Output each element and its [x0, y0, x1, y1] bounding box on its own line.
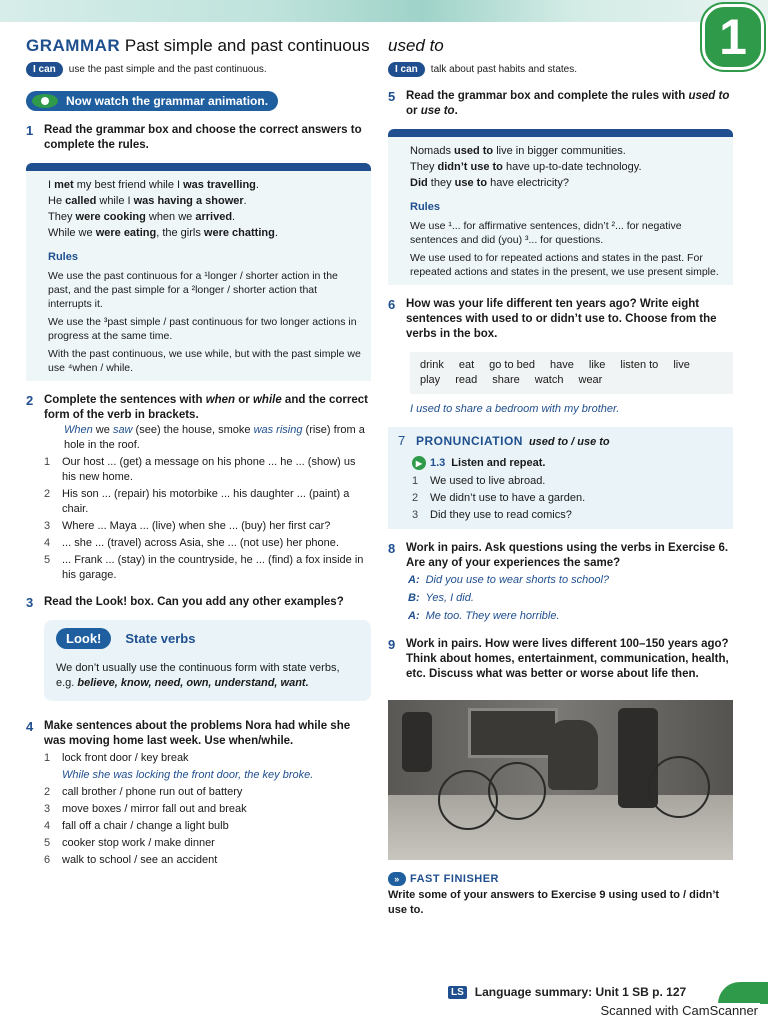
top-color-band — [0, 0, 768, 22]
dialog — [388, 571, 733, 625]
grammar-sentence: They didn’t use to have up-to-date technology. — [410, 161, 642, 173]
exercise-number: 6 — [388, 297, 396, 312]
dialog-line: B: Yes, I did. — [408, 592, 474, 604]
verb-item: read — [455, 374, 478, 386]
rule-2: We use the ³past simple / past continuous for two longer actions in progress at the same time. — [48, 316, 357, 342]
exercise-2 — [26, 393, 371, 423]
exercise-number: 7 — [398, 433, 406, 448]
title-text: Past simple and past continuous — [124, 36, 370, 55]
watch-label: Now watch the grammar animation. — [66, 94, 269, 108]
audio-button[interactable] — [412, 456, 723, 470]
grammar-sentence: I met my best friend while I was travelling. — [48, 179, 259, 191]
list-item: 4 fall off a chair / change a light bulb — [44, 820, 229, 832]
rule-2: We use used to for repeated actions and states in the past. For repeated actions and states in the present, we use present simple. — [410, 252, 719, 278]
grammar-sentence: They were cooking when we arrived. — [48, 211, 236, 223]
exercise-number: 1 — [26, 123, 34, 138]
exercise-9 — [388, 637, 733, 682]
list-item: 2 His son ... (repair) his motorbike ... his daughter ... (paint) a chair. — [44, 488, 350, 515]
fast-forward-icon: » — [388, 872, 406, 886]
example-sentence: I used to share a bedroom with my brother. — [410, 403, 620, 415]
exercise-5 — [388, 89, 733, 119]
verb-item: live — [673, 359, 690, 371]
exercise-2-items — [26, 455, 371, 583]
pronunciation-subheading: used to / use to — [528, 436, 610, 448]
scanner-watermark: Scanned with CamScanner — [600, 1003, 758, 1018]
grammar-label: GRAMMAR — [26, 36, 121, 55]
exercise-instruction: Read the Look! box. Can you add any other examples? — [44, 596, 344, 608]
exercise-number: 8 — [388, 541, 396, 556]
section-title — [26, 36, 371, 56]
pronunciation-header — [398, 433, 723, 448]
rule-1: We use the past continuous for a ¹longer / shorter action in the past, and the past simple for a ²longer / shorter action that interrupts it. — [48, 270, 338, 310]
pronunciation-box — [388, 427, 733, 529]
exercise-number: 9 — [388, 637, 396, 652]
list-item: 5 cooker stop work / make dinner — [44, 837, 215, 849]
example-sentence: When we saw (see) the house, smoke was rising (rise) from a hole in the roof. — [64, 424, 365, 451]
exercise-number: 2 — [26, 393, 34, 408]
exercise-4-items — [26, 751, 371, 868]
grammar-sentences — [48, 177, 361, 241]
language-summary-icon: LS — [448, 986, 467, 999]
language-summary-link[interactable] — [448, 985, 686, 999]
left-column — [26, 30, 371, 868]
grammar-sentences — [410, 143, 723, 191]
grammar-sentence: Did they use to have electricity? — [410, 177, 569, 189]
ican-row — [26, 62, 371, 77]
list-item: 1 We used to live abroad. — [412, 475, 546, 487]
grammar-box — [388, 129, 733, 285]
verb-item: listen to — [620, 359, 659, 371]
verb-box — [410, 352, 733, 394]
verb-item: share — [492, 374, 520, 386]
exercise-instruction: Read the grammar box and complete the rules with used to or use to. — [406, 90, 730, 117]
list-item: 4 ... she ... (travel) across Asia, she ... (not use) her phone. — [44, 537, 339, 549]
eye-icon — [32, 94, 58, 108]
exercise-instruction: Complete the sentences with when or while and the correct form of the verb in brackets. — [44, 394, 369, 421]
ican-pill: I can — [26, 62, 63, 77]
ican-row — [388, 62, 733, 77]
exercise-instruction: Make sentences about the problems Nora had while she was moving home last week. Use when/while. — [44, 720, 351, 747]
grammar-sentence: He called while I was having a shower. — [48, 195, 247, 207]
exercise-instruction: Read the grammar box and choose the correct answers to complete the rules. — [44, 124, 362, 151]
pronunciation-heading: PRONUNCIATION — [416, 434, 523, 448]
verb-item: like — [588, 359, 606, 371]
exercise-number: 5 — [388, 89, 396, 104]
section-title: used to — [388, 36, 444, 55]
exercise-3 — [26, 595, 371, 610]
pronunciation-items — [398, 474, 723, 523]
verb-item: go to bed — [489, 359, 536, 371]
exercise-number: 3 — [26, 595, 34, 610]
fast-finisher-header — [388, 872, 733, 886]
exercise-number: 4 — [26, 719, 34, 734]
list-item: 1 lock front door / key break — [44, 752, 189, 764]
footer-text: Language summary: Unit 1 SB p. 127 — [474, 985, 687, 999]
grammar-sentence: Nomads used to live in bigger communities. — [410, 145, 626, 157]
list-item: 3 Did they use to read comics? — [412, 509, 572, 521]
rule-3: With the past continuous, we use while, but with the past simple we use ⁴when / while. — [48, 348, 361, 374]
dialog-line: A: Did you use to wear shorts to school? — [408, 574, 610, 586]
verb-item: wear — [578, 374, 603, 386]
verb-item: play — [420, 374, 441, 386]
audio-play-icon: ▶ — [412, 456, 426, 470]
right-column — [388, 30, 733, 918]
verb-item: eat — [458, 359, 475, 371]
exercise-instruction: How was your life different ten years ago? Write eight sentences with used to or didn’t use to. Choose from the verbs in the box. — [406, 298, 717, 340]
list-item: 1 Our host ... (get) a message on his phone ... he ... (show) us his new home. — [44, 456, 356, 483]
grammar-box — [26, 163, 371, 381]
unit-number: 1 — [719, 9, 747, 65]
list-item: 3 move boxes / mirror fall out and break — [44, 803, 247, 815]
audio-text: Listen and repeat. — [451, 457, 546, 469]
fast-finisher-heading: FAST FINISHER — [410, 873, 500, 885]
list-item: 5 ... Frank ... (stay) in the countryside, he ... (find) a fox inside in his garage. — [44, 554, 364, 581]
exercise-4 — [26, 719, 371, 749]
dialog-line: A: Me too. They were horrible. — [408, 610, 560, 622]
grammar-sentence: While we were eating, the girls were chatting. — [48, 227, 278, 239]
fast-finisher-text: Write some of your answers to Exercise 9 using used to / didn’t use to. — [388, 889, 720, 916]
verb-item: watch — [534, 374, 564, 386]
historic-photo — [388, 700, 733, 860]
list-item: 2 We didn’t use to have a garden. — [412, 492, 586, 504]
exercise-6 — [388, 297, 733, 342]
rules-heading: Rules — [48, 251, 78, 263]
ican-pill: I can — [388, 62, 425, 77]
rules-heading: Rules — [410, 201, 440, 213]
verb-item: drink — [420, 359, 444, 371]
rule-1: We use ¹... for affirmative sentences, didn’t ²... for negative sentences and did (you) ³... for questions. — [410, 220, 682, 246]
look-pill: Look! — [56, 628, 111, 649]
list-item: 3 Where ... Maya ... (live) when she ... (buy) her first car? — [44, 520, 331, 532]
verb-item: have — [550, 359, 574, 371]
corner-decoration — [718, 982, 768, 1004]
exercise-instruction: Work in pairs. How were lives different 100–150 years ago? Think about homes, entertainment, communication, health, etc. Discuss what was better or worse about life then. — [406, 638, 729, 680]
ican-text: use the past simple and the past continuous. — [68, 64, 267, 75]
look-title: State verbs — [125, 631, 196, 646]
watch-animation-button[interactable] — [26, 91, 278, 111]
ican-text: talk about past habits and states. — [430, 64, 578, 75]
exercise-instruction: Work in pairs. Ask questions using the verbs in Exercise 6. Are any of your experiences the same? — [406, 542, 729, 569]
exercise-1 — [26, 123, 371, 153]
look-header — [56, 628, 359, 649]
audio-track: 1.3 — [430, 457, 446, 469]
list-item: While she was locking the front door, the key broke. — [62, 769, 314, 781]
look-box — [44, 620, 371, 701]
list-item: 2 call brother / phone run out of battery — [44, 786, 243, 798]
list-item: 6 walk to school / see an accident — [44, 854, 218, 866]
look-text: We don’t usually use the continuous form with state verbs, e.g. believe, know, need, own, understand, want. — [56, 662, 340, 689]
exercise-8 — [388, 541, 733, 571]
